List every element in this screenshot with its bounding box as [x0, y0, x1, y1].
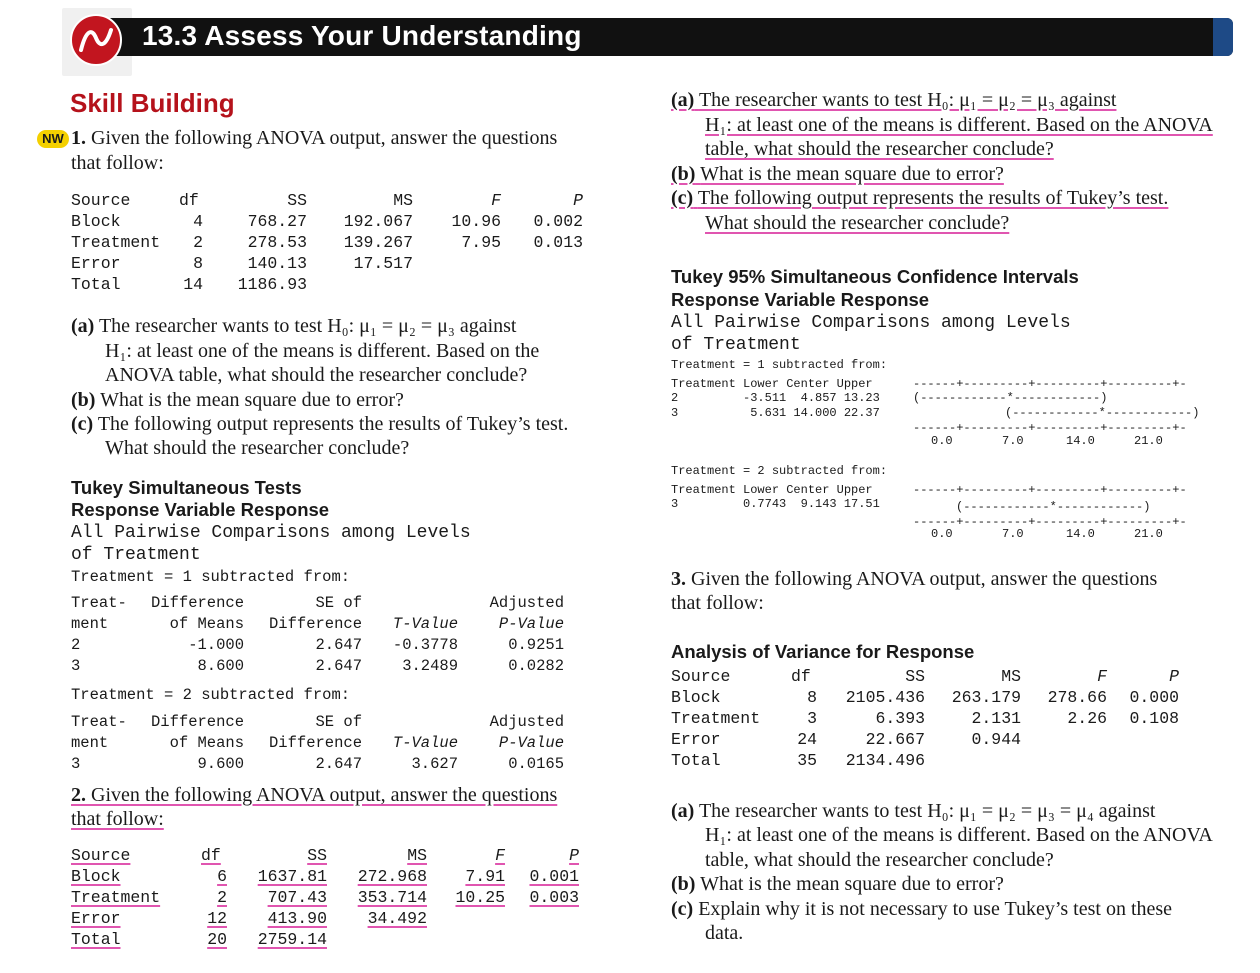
table-header-cell: of Means [169, 733, 245, 752]
part-c-line2: What should the researcher conclude? [705, 212, 1010, 234]
table-cell: 278.53 [247, 233, 307, 252]
table-cell: 35 [797, 751, 817, 770]
tukey-ci-table-header-1: Treatment Lower Center Upper [671, 377, 873, 391]
axis-tick-label: 21.0 [1134, 434, 1163, 448]
table-row [671, 750, 1179, 771]
table-header-row [71, 190, 583, 211]
table-header-cell: SE of [315, 712, 363, 731]
tukey-group-1-label: Treatment = 1 subtracted from: [71, 568, 351, 586]
part-c-label: (c) [671, 187, 694, 209]
table-cell: Treatment [71, 233, 161, 252]
question-3-anova-table [671, 666, 1179, 771]
part-c-line1: Explain why it is not necessary to use Tukey’s test on these [698, 898, 1173, 920]
table-row [71, 887, 579, 908]
table-row [71, 866, 579, 887]
table-header-cell: ment [71, 614, 109, 633]
table-header-cell: MS [1001, 667, 1021, 686]
table-row [71, 929, 579, 950]
tukey-tests-table-2 [71, 711, 564, 774]
table-cell: 10.96 [451, 212, 501, 231]
table-header-cell: F [495, 846, 505, 865]
tukey-tests-caption-line2: of Treatment [71, 545, 201, 565]
table-cell: 3 [807, 709, 817, 728]
table-cell: 8.600 [197, 656, 245, 675]
table-header-cell: ment [71, 733, 109, 752]
axis-tick-label: 0.0 [931, 434, 953, 448]
table-header-cell: SS [287, 191, 307, 210]
tukey-tests-table-1 [71, 592, 564, 676]
table-cell: 20 [207, 930, 227, 949]
table-header-row [71, 845, 579, 866]
table-cell: 4 [193, 212, 203, 231]
table-cell: Error [671, 730, 721, 749]
question-1-number: 1. [71, 127, 86, 149]
table-cell: 10.25 [455, 888, 505, 907]
table-cell: 0.108 [1129, 709, 1179, 728]
table-header-cell: Treat- [71, 712, 127, 731]
tukey-ci-group-1-label: Treatment = 1 subtracted from: [671, 358, 888, 372]
table-cell: 2 [193, 233, 203, 252]
part-a-line3: table, what should the researcher conclude? [705, 849, 1054, 871]
table-cell: 0.003 [529, 888, 579, 907]
table-header-cell: SE of [315, 593, 363, 612]
table-header-cell: SS [905, 667, 925, 686]
tukey-ci-title: Tukey 95% Simultaneous Confidence Intervals [671, 266, 1079, 287]
table-header-cell: MS [393, 191, 413, 210]
table-cell: 6.393 [875, 709, 925, 728]
table-cell: 0.001 [529, 867, 579, 886]
table-cell: 9.600 [197, 754, 245, 773]
table-cell: Treatment [71, 888, 161, 907]
tukey-tests-title: Tukey Simultaneous Tests [71, 477, 302, 498]
axis-tick-label: 0.0 [931, 527, 953, 541]
table-cell: 0.002 [533, 212, 583, 231]
part-a-line2: H₁: at least one of the means is different. Based on the ANOVA [705, 824, 1213, 846]
table-cell: 0.0165 [508, 754, 565, 773]
part-a-line3: ANOVA table, what should the researcher conclude? [105, 364, 528, 386]
table-row [71, 655, 564, 676]
tukey-ci-subtitle: Response Variable Response [671, 289, 930, 310]
part-c-line2: What should the researcher conclude? [105, 437, 410, 459]
tukey-ci-axis-bottom-1: ------+---------+---------+---------+- [913, 421, 1187, 435]
table-cell: Block [71, 212, 121, 231]
table-header-cell: T-Value [392, 733, 459, 752]
table-header-cell: Source [71, 191, 131, 210]
part-b-label: (b) [671, 163, 696, 185]
table-header-cell: Adjusted [489, 712, 565, 731]
table-cell: 3 [71, 754, 81, 773]
table-cell: 707.43 [267, 888, 327, 907]
table-header-cell: F [1097, 667, 1107, 686]
table-cell: 8 [807, 688, 817, 707]
page-title: 13.3 Assess Your Understanding [142, 20, 582, 51]
tukey-tests-subtitle: Response Variable Response [71, 499, 330, 520]
table-cell: 2 [217, 888, 227, 907]
table-cell: 2.647 [315, 754, 363, 773]
table-header-cell: of Means [169, 614, 245, 633]
table-cell: 2 [71, 635, 81, 654]
ci-interval-mark: (------------*------------) [956, 500, 1151, 514]
part-a-line1: The researcher wants to test H₀: μ₁ = μ₂ = μ₃ against [698, 89, 1117, 111]
table-cell: 2105.436 [845, 688, 925, 707]
question-3-prompt-line1: Given the following ANOVA output, answer the questions [691, 568, 1158, 590]
table-cell: 14 [183, 275, 203, 294]
tukey-ci-group-2-label: Treatment = 2 subtracted from: [671, 464, 888, 478]
question-2-anova-table [71, 845, 579, 950]
tukey-ci-row: 3 5.631 14.000 22.37 [671, 406, 880, 420]
table-cell: 278.66 [1047, 688, 1107, 707]
part-c-line1: The following output represents the results of Tukey’s test. [697, 187, 1169, 209]
part-b-label: (b) [671, 873, 696, 895]
table-row [71, 753, 564, 774]
table-cell: 24 [797, 730, 817, 749]
table-header-cell: Adjusted [489, 593, 565, 612]
part-c-line2: data. [705, 922, 744, 944]
table-header-cell: MS [407, 846, 427, 865]
question-2-prompt-line2: that follow: [71, 808, 164, 830]
table-header-cell: Difference [269, 733, 363, 752]
table-cell: 1637.81 [257, 867, 327, 886]
table-cell: Block [71, 867, 121, 886]
question-3-table-title: Analysis of Variance for Response [671, 641, 975, 662]
table-header-cell: P-Value [498, 733, 565, 752]
ci-interval-mark: (------------*------------) [1005, 406, 1200, 420]
part-a-label: (a) [671, 800, 695, 822]
table-cell: 22.667 [865, 730, 925, 749]
table-header-cell: Treat- [71, 593, 127, 612]
tukey-ci-axis-top-1: ------+---------+---------+---------+- [913, 377, 1187, 391]
ci-interval-mark: (------------*------------) [913, 391, 1108, 405]
table-cell: 0.9251 [508, 635, 565, 654]
part-a-line3: table, what should the researcher conclude? [705, 138, 1054, 160]
part-c-line1: The following output represents the results of Tukey’s test. [97, 413, 569, 435]
table-cell: 2.647 [315, 656, 363, 675]
table-header-cell: Source [671, 667, 731, 686]
table-cell: 2759.14 [257, 930, 327, 949]
question-2-prompt-line1: Given the following ANOVA output, answer the questions [91, 784, 558, 806]
nw-badge: NW [37, 130, 69, 148]
table-row [671, 708, 1179, 729]
question-2-number: 2. [71, 784, 86, 806]
table-cell: Total [71, 930, 121, 949]
question-3-prompt-line2: that follow: [671, 592, 764, 614]
table-cell: 0.0282 [508, 656, 565, 675]
part-a-line1: The researcher wants to test H₀: μ₁ = μ₂ = μ₃ against [98, 315, 517, 337]
table-header-cell: df [179, 191, 199, 210]
table-cell: 6 [217, 867, 227, 886]
table-cell: -0.3778 [392, 635, 459, 654]
table-header-cell: T-Value [392, 614, 459, 633]
table-cell: 139.267 [343, 233, 413, 252]
table-header-cell: df [791, 667, 811, 686]
table-cell: 192.067 [343, 212, 413, 231]
section-title: Skill Building [70, 88, 235, 118]
table-cell: 34.492 [367, 909, 427, 928]
question-1-prompt-line1: Given the following ANOVA output, answer the questions [91, 127, 558, 149]
table-cell: 7.95 [461, 233, 501, 252]
table-cell: 140.13 [247, 254, 307, 273]
question-1-anova-table [71, 190, 583, 295]
table-cell: 2.26 [1067, 709, 1107, 728]
tukey-ci-table-header-2: Treatment Lower Center Upper [671, 483, 873, 497]
table-header-cell: F [491, 191, 501, 210]
question-1-prompt-line2: that follow: [71, 152, 164, 174]
table-cell: 17.517 [353, 254, 413, 273]
tukey-ci-axis-bottom-2: ------+---------+---------+---------+- [913, 515, 1187, 529]
tukey-ci-caption-line2: of Treatment [671, 335, 801, 355]
table-row [671, 729, 1179, 750]
table-cell: -1.000 [188, 635, 245, 654]
table-header-cell: Source [71, 846, 131, 865]
table-cell: 2.131 [971, 709, 1021, 728]
table-row [71, 232, 583, 253]
tukey-ci-axis-top-2: ------+---------+---------+---------+- [913, 483, 1187, 497]
part-a-line2: H₁: at least one of the means is different. Based on the [105, 340, 540, 362]
table-header-cell: df [201, 846, 221, 865]
table-cell: 0.000 [1129, 688, 1179, 707]
axis-tick-label: 14.0 [1066, 527, 1095, 541]
table-cell: Total [671, 751, 721, 770]
table-cell: 353.714 [357, 888, 427, 907]
part-c-label: (c) [671, 898, 694, 920]
table-cell: 768.27 [247, 212, 307, 231]
part-b-label: (b) [71, 389, 96, 411]
table-cell: 8 [193, 254, 203, 273]
part-b-text: What is the mean square due to error? [700, 163, 1004, 185]
table-cell: 7.91 [465, 867, 505, 886]
table-cell: Error [71, 254, 121, 273]
table-cell: Error [71, 909, 121, 928]
table-cell: 413.90 [267, 909, 327, 928]
part-b-text: What is the mean square due to error? [700, 873, 1004, 895]
section-logo-icon [70, 14, 122, 66]
table-cell: 12 [207, 909, 227, 928]
tukey-ci-row: 3 0.7743 9.143 17.51 [671, 497, 880, 511]
tukey-ci-caption-line1: All Pairwise Comparisons among Levels [671, 313, 1071, 333]
table-cell: 263.179 [951, 688, 1021, 707]
axis-tick-label: 14.0 [1066, 434, 1095, 448]
table-row [71, 908, 579, 929]
table-cell: Block [671, 688, 721, 707]
axis-tick-label: 21.0 [1134, 527, 1163, 541]
table-cell: 1186.93 [237, 275, 307, 294]
table-header-cell [362, 711, 458, 732]
table-header-cell: P [573, 191, 583, 210]
table-cell: 0.013 [533, 233, 583, 252]
question-3-number: 3. [671, 568, 686, 590]
table-cell: 2.647 [315, 635, 363, 654]
table-header-cell [362, 592, 458, 613]
part-a-line1: The researcher wants to test H₀: μ₁ = μ₂ = μ₃ = μ₄ against [698, 800, 1156, 822]
table-cell: 272.968 [357, 867, 427, 886]
axis-tick-label: 7.0 [1002, 527, 1024, 541]
table-cell: 3 [71, 656, 81, 675]
table-row [71, 634, 564, 655]
part-c-label: (c) [71, 413, 94, 435]
part-a-label: (a) [71, 315, 95, 337]
table-header-cell: Difference [151, 712, 245, 731]
table-row [71, 274, 583, 295]
tukey-group-2-label: Treatment = 2 subtracted from: [71, 686, 351, 704]
table-cell: Treatment [671, 709, 761, 728]
part-a-label: (a) [671, 89, 695, 111]
table-row [71, 253, 583, 274]
part-a-line2: H₁: at least one of the means is different. Based on the ANOVA [705, 114, 1213, 136]
table-header-cell: Difference [151, 593, 245, 612]
tukey-ci-row: 2 -3.511 4.857 13.23 [671, 391, 880, 405]
table-row [671, 687, 1179, 708]
table-cell: Total [71, 275, 121, 294]
axis-tick-label: 7.0 [1002, 434, 1024, 448]
table-header-cell: P [569, 846, 579, 865]
table-header-cell: Difference [269, 614, 363, 633]
table-cell: 2134.496 [845, 751, 925, 770]
table-header-cell: P [1169, 667, 1179, 686]
table-cell: 0.944 [971, 730, 1021, 749]
table-header-cell: P-Value [498, 614, 565, 633]
table-row [71, 211, 583, 232]
table-cell: 3.2489 [402, 656, 459, 675]
table-cell: 3.627 [411, 754, 459, 773]
tukey-tests-caption-line1: All Pairwise Comparisons among Levels [71, 523, 471, 543]
table-header-row [671, 666, 1179, 687]
part-b-text: What is the mean square due to error? [100, 389, 404, 411]
table-header-cell: SS [307, 846, 327, 865]
